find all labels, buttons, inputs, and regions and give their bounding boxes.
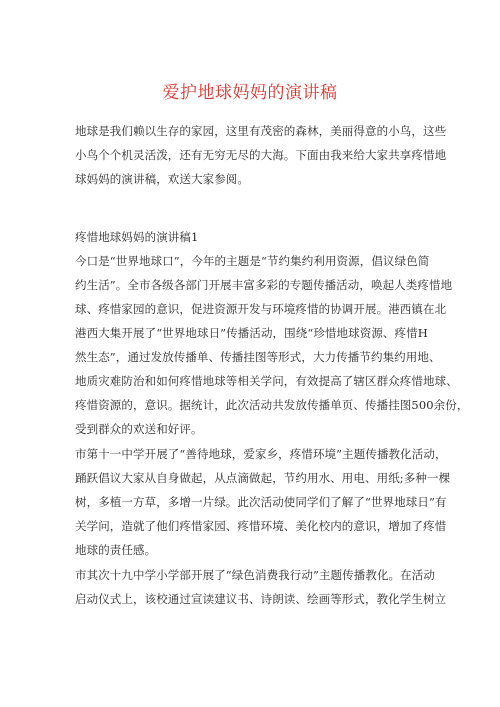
text-line: 市其次十九中学小学部开展了“绿色消费我行动”主题传播教化。在活动 [75, 568, 435, 582]
text-line: 今口是“世界地球口”，今年的主题是“节约集约利用资源，倡议绿色简 [75, 254, 430, 268]
text-line: 地质灾难防治和如何疼惜地球等相关学问，有效提高了辖区群众疼惜地球、 [75, 374, 458, 388]
text-line: 球妈妈的演讲稿，欢送大家参阅。 [75, 172, 249, 186]
text-line: 地球的责任感。 [75, 543, 157, 557]
text-line: 踊跃倡议大家从自身做起，从点滴做起，节约用水、用电、用纸;多种一棵 [75, 471, 451, 485]
text-line: 市第十一中学开展了“善待地球，爱家乡，疼惜环境”主题传播教化活动， [75, 447, 447, 461]
text-line: 港西大集开展了“世界地球日”传播活动，围绕“珍惜地球资源、疼惜H [75, 326, 428, 340]
text-line: 疼惜资源的，意识。据统计，此次活动共发放传播单页、传播挂图500余份， [75, 398, 469, 412]
text-line: 球、疼惜家园的意识，促进资源开发与环境疼惜的协调开展。港西镇在北 [75, 302, 447, 316]
text-line: 关学问，造就了他们疼惜家园、疼惜环境、美化校内的意识，增加了疼惜 [75, 519, 447, 533]
text-line: 受到群众的欢送和好评。 [75, 422, 203, 436]
text-line: 地球是我们赖以生存的家园，这里有茂密的森林，美丽得意的小鸟，这些 [75, 124, 447, 138]
text-line: 然生态”，通过发放传播单、传播挂图等形式，大力传播节约集约用地、 [75, 350, 441, 364]
text-line: 树，多植一方草，多增一片绿。此次活动使同学们了解了“世界地球日”有 [75, 495, 447, 509]
section-heading: 疼惜地球妈妈的演讲稿1 [75, 230, 199, 244]
text-line: 启动仪式上，该校通过宣读建议书、诗朗读、绘画等形式，教化学生树立 [75, 592, 447, 606]
text-line: 约生活”。全市各级各部门开展丰富多彩的专题传播活动，唤起人类疼惜地 [75, 278, 453, 292]
document-title: 爱护地球妈妈的演讲稿 [162, 83, 338, 103]
text-line: 小鸟个个机灵活泼，还有无穷无尽的大海。下面由我来给大家共享疼惜地 [75, 148, 447, 162]
